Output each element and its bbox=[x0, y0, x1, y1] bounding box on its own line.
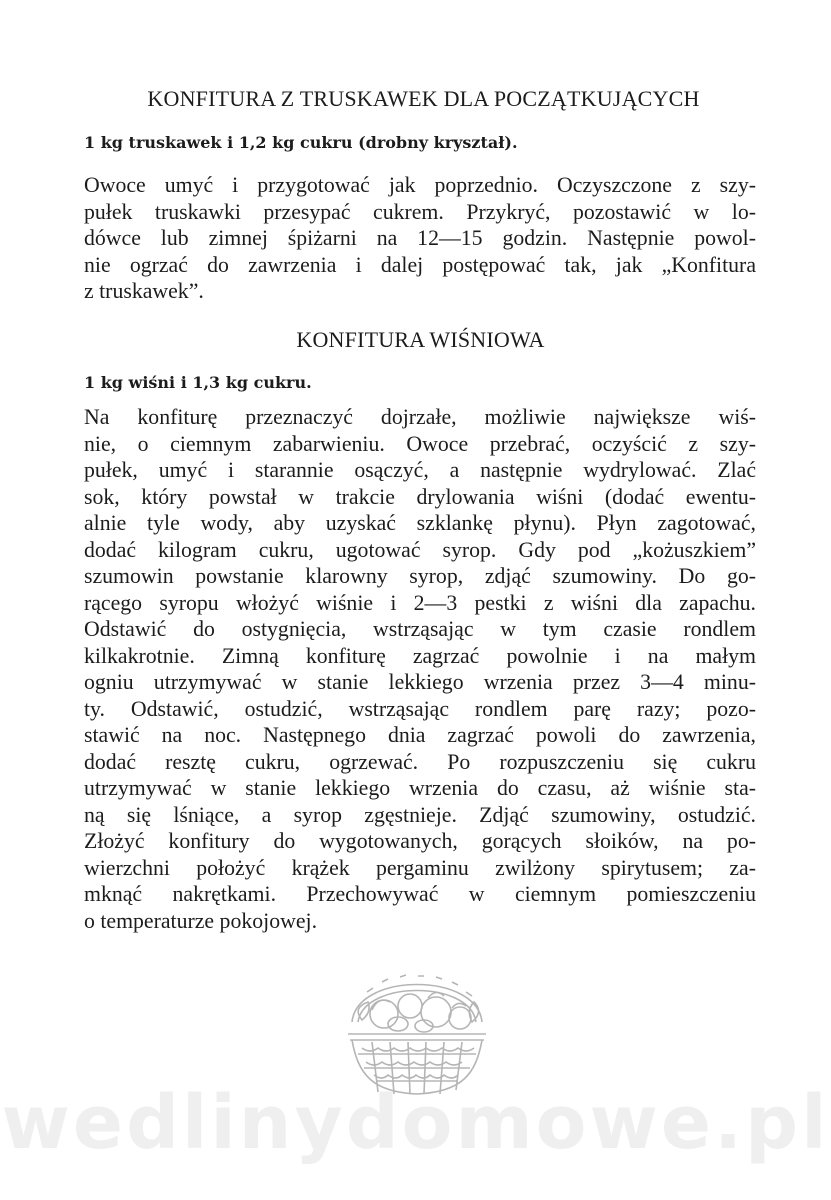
text-line: z truskawek”. bbox=[84, 279, 204, 303]
text-line: nie ogrzać do zawrzenia i dalej postępować tak, jak „Konfitura bbox=[84, 252, 756, 277]
recipe-title-strawberry: KONFITURA Z TRUSKAWEK DLA POCZĄTKUJĄCYCH bbox=[147, 86, 700, 111]
instructions-cherry bbox=[84, 404, 756, 934]
text-line: dodać resztę cukru, ogrzewać. Po rozpuszczeniu się cukru bbox=[84, 749, 756, 774]
text-line: nie, o ciemnym zabarwieniu. Owoce przebrać, oczyścić z szy- bbox=[84, 431, 756, 456]
text-line: Owoce umyć i przygotować jak poprzednio. Oczyszczone z szy- bbox=[84, 173, 756, 197]
text-line: Odstawić do ostygnięcia, wstrząsając w tym czasie rondlem bbox=[84, 617, 756, 641]
text-line: ty. Odstawić, ostudzić, wstrząsając rondlem parę razy; pozo- bbox=[84, 696, 756, 721]
text-line: szumowin powstanie klarowny syrop, zdjąć szumowiny. Do go- bbox=[84, 564, 756, 588]
text-line: kilkakrotnie. Zimną konfiturę zagrzać powolnie i na małym bbox=[84, 643, 756, 668]
watermark: wedlinydomowe.pl bbox=[1, 1080, 830, 1166]
text-line: wierzchni położyć krążek pergaminu zwilżony spirytusem; za- bbox=[84, 855, 756, 880]
text-line: mknąć nakrętkami. Przechowywać w ciemnym pomieszczeniu bbox=[84, 882, 756, 906]
text-line: sok, który powstał w trakcie drylowania wiśni (dodać ewentu- bbox=[84, 484, 756, 509]
text-line: o temperaturze pokojowej. bbox=[84, 908, 318, 933]
text-line: pułek truskawki przesypać cukrem. Przykryć, pozostawić w lo- bbox=[84, 199, 756, 224]
text-line: stawić na noc. Następnego dnia zagrzać powoli do zawrzenia, bbox=[84, 723, 756, 747]
text-line: ogniu utrzymywać w stanie lekkiego wrzenia przez 3—4 minu- bbox=[84, 670, 756, 694]
ingredients-strawberry: 1 kg truskawek i 1,2 kg cukru (drobny kryształ). bbox=[84, 133, 518, 152]
text-line: utrzymywać w stanie lekkiego wrzenia do czasu, aż wiśnie sta- bbox=[84, 776, 756, 800]
text-line: dodać kilogram cukru, ugotować syrop. Gdy pod „kożuszkiem” bbox=[84, 537, 756, 562]
text-line: pułek, umyć i starannie osączyć, a następnie wydrylować. Zlać bbox=[84, 458, 756, 482]
text-line: Na konfiturę przeznaczyć dojrzałe, możliwie największe wiś- bbox=[84, 405, 756, 429]
text-line: Złożyć konfitury do wygotowanych, gorących słoików, na po- bbox=[84, 829, 756, 853]
text-line: rącego syropu włożyć wiśnie i 2—3 pestki z wiśni dla zapachu. bbox=[84, 590, 756, 615]
instructions-strawberry bbox=[84, 172, 756, 305]
text-line: alnie tyle wody, aby uzyskać szklankę płynu). Płyn zagotować, bbox=[84, 511, 756, 535]
text-line: dówce lub zimnej śpiżarni na 12—15 godzin. Następnie powol- bbox=[84, 226, 756, 250]
text-line: ną się lśniące, a syrop zgęstnieje. Zdjąć szumowiny, ostudzić. bbox=[84, 802, 756, 827]
recipe-title-cherry: KONFITURA WIŚNIOWA bbox=[296, 327, 545, 352]
ingredients-cherry: 1 kg wiśni i 1,3 kg cukru. bbox=[84, 373, 312, 392]
